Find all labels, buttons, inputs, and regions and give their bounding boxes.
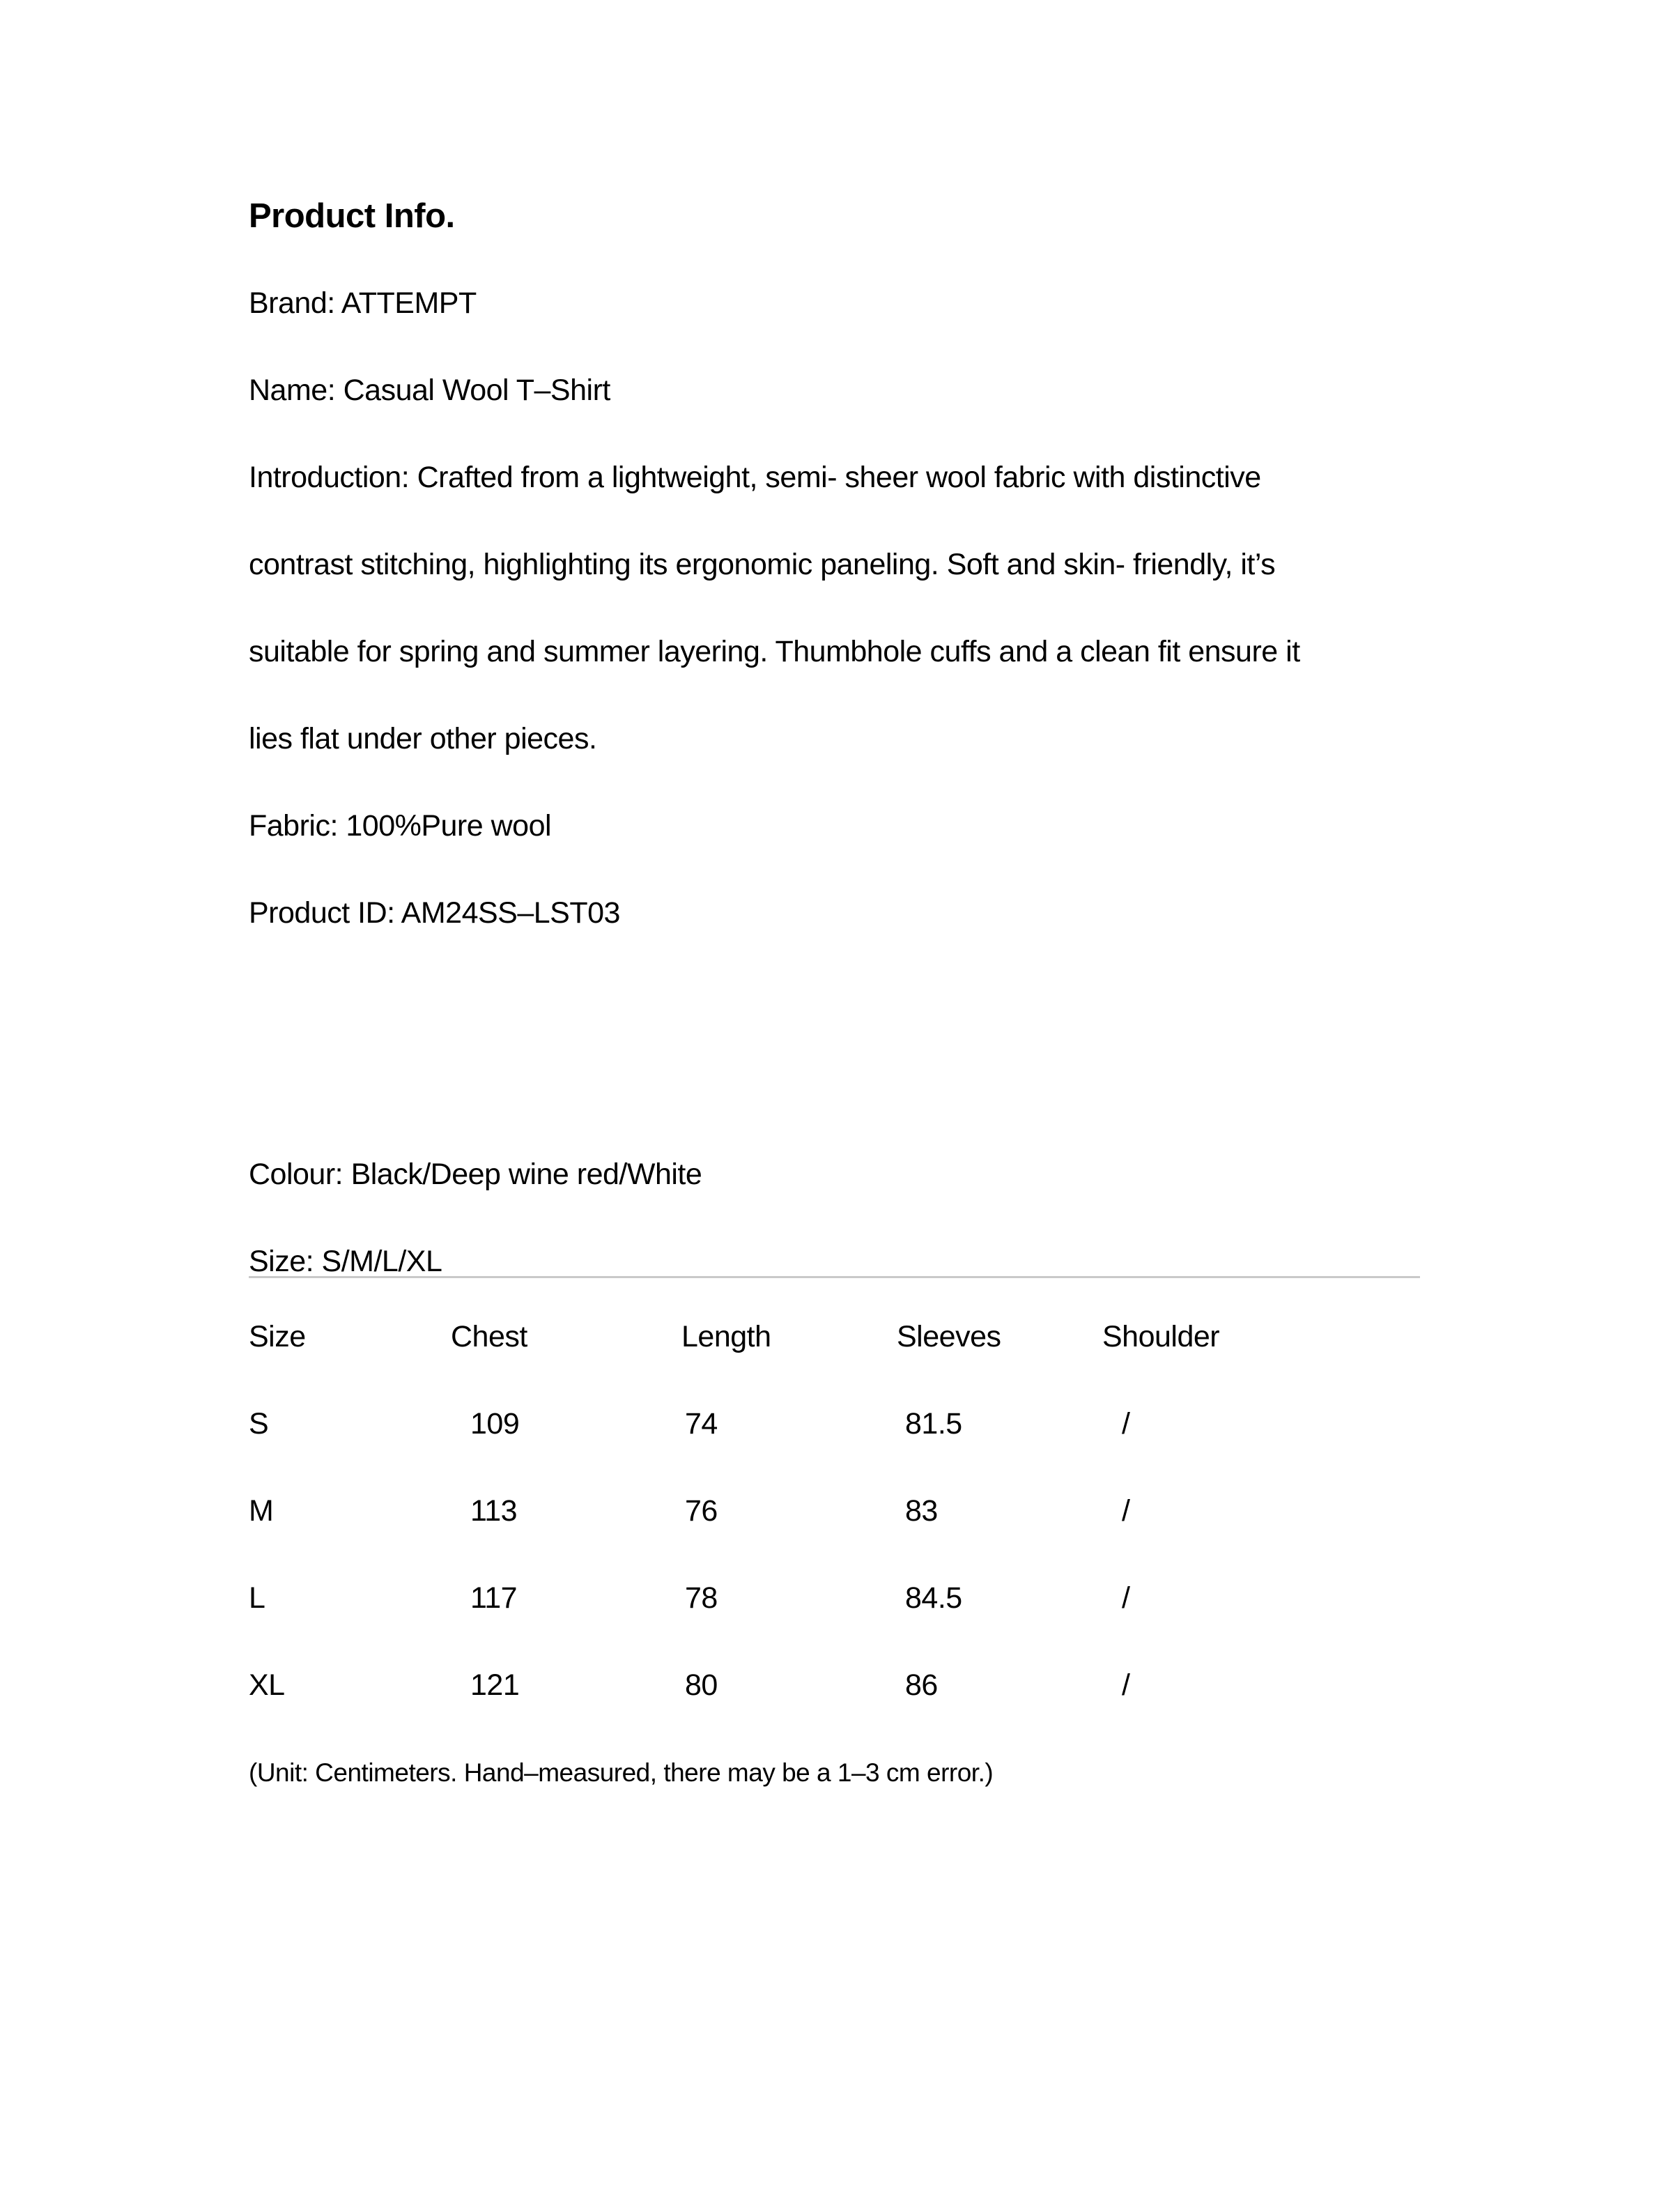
cell-sleeves: 84.5 <box>905 1581 962 1615</box>
size-chart-table <box>249 1293 1420 1729</box>
colour-line: Colour: Black/Deep wine red/White <box>249 1158 702 1191</box>
size-chart-header-row <box>249 1293 1420 1381</box>
cell-shoulder: / <box>1122 1407 1130 1441</box>
column-header-sleeves: Sleeves <box>897 1320 1001 1353</box>
cell-sleeves: 86 <box>905 1668 938 1702</box>
cell-size: L <box>249 1581 265 1615</box>
cell-length: 80 <box>685 1668 718 1702</box>
cell-length: 78 <box>685 1581 718 1615</box>
table-row-m <box>249 1468 1420 1555</box>
table-row-l <box>249 1555 1420 1642</box>
cell-chest: 121 <box>470 1668 520 1702</box>
name-line: Name: Casual Wool T–Shirt <box>249 374 610 407</box>
page-title: Product Info. <box>249 197 455 235</box>
column-header-size: Size <box>249 1320 306 1353</box>
size-line: Size: S/M/L/XL <box>249 1245 442 1278</box>
fabric-line: Fabric: 100%Pure wool <box>249 809 552 843</box>
cell-sleeves: 83 <box>905 1494 938 1528</box>
cell-size: S <box>249 1407 269 1441</box>
cell-length: 74 <box>685 1407 718 1441</box>
column-header-length: Length <box>681 1320 771 1353</box>
cell-size: M <box>249 1494 274 1528</box>
introduction-line-4: lies flat under other pieces. <box>249 722 597 755</box>
cell-chest: 117 <box>470 1581 518 1615</box>
cell-sleeves: 81.5 <box>905 1407 962 1441</box>
introduction-line-3: suitable for spring and summer layering. Thumbhole cuffs and a clean fit ensure it <box>249 635 1300 668</box>
brand-line: Brand: ATTEMPT <box>249 286 477 320</box>
cell-shoulder: / <box>1122 1494 1130 1528</box>
cell-shoulder: / <box>1122 1668 1130 1702</box>
cell-length: 76 <box>685 1494 718 1528</box>
blank-gap <box>249 957 1420 1131</box>
table-row-xl <box>249 1642 1420 1729</box>
column-header-shoulder: Shoulder <box>1102 1320 1220 1353</box>
cell-size: XL <box>249 1668 285 1702</box>
table-row-s <box>249 1381 1420 1468</box>
cell-chest: 109 <box>470 1407 520 1441</box>
introduction-line-1: Introduction: Crafted from a lightweight, semi- sheer wool fabric with distinctive <box>249 461 1261 494</box>
cell-chest: 113 <box>470 1494 518 1528</box>
product-id-line: Product ID: AM24SS–LST03 <box>249 896 620 930</box>
introduction-line-2: contrast stitching, highlighting its ergonomic paneling. Soft and skin- friendly, it’s <box>249 548 1276 581</box>
unit-note: (Unit: Centimeters. Hand–measured, there may be a 1–3 cm error.) <box>249 1758 994 1787</box>
column-header-chest: Chest <box>451 1320 527 1353</box>
cell-shoulder: / <box>1122 1581 1130 1615</box>
document-content <box>249 173 1420 1816</box>
